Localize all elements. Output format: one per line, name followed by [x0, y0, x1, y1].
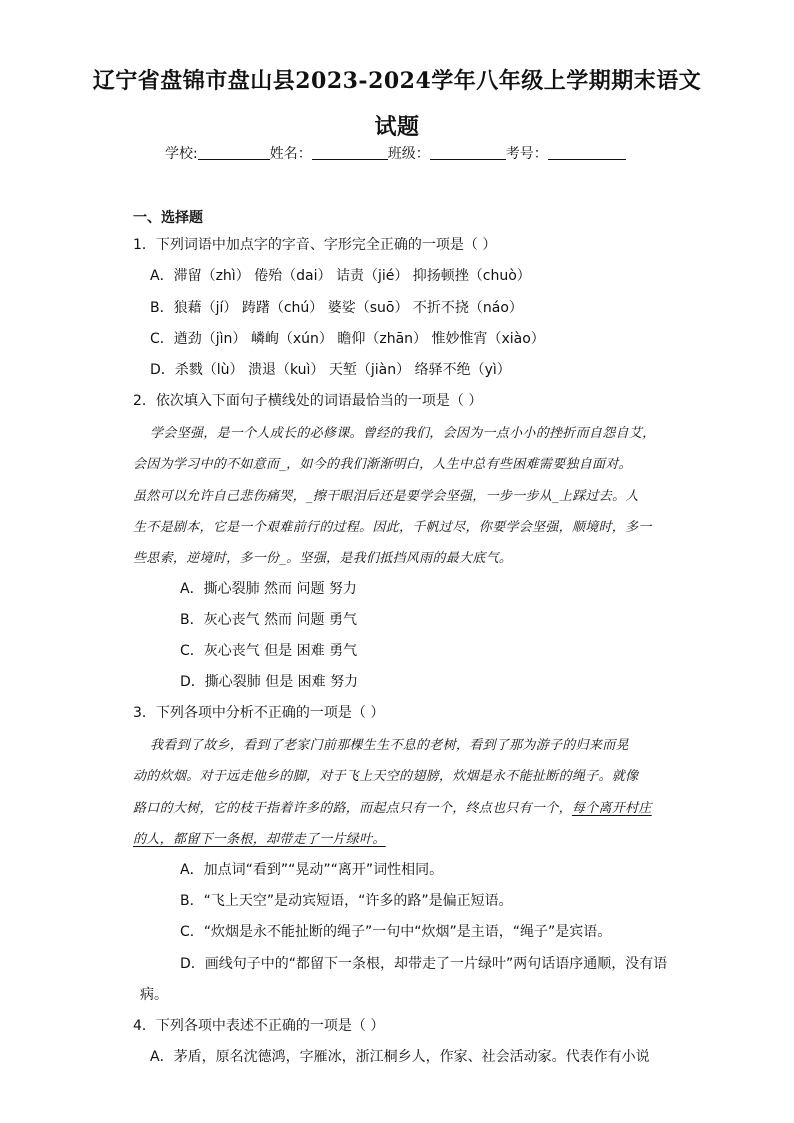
question-3-passage-line: 动的炊烟。对于远走他乡的脚，对于飞上天空的翅膀，炊烟是永不能扯断的绳子。就像	[133, 769, 639, 784]
question-3-option-a: A．加点词“看到”“晃动”“离开”词性相同。	[180, 862, 444, 878]
exam-number-blank	[548, 145, 626, 160]
question-2-passage-line: 虽然可以允许自己悲伤痛哭，_擦干眼泪后还是要学会坚强，一步一步从_上踩过去。人	[133, 489, 639, 504]
question-3-option-c: C．“炊烟是永不能扯断的绳子”一句中“炊烟”是主语，“绳子”是宾语。	[180, 924, 612, 940]
school-blank	[198, 145, 270, 160]
question-1-option-b: B．狼藉（jí） 踌躇（chú） 婆娑（suō） 不折不挠（náo）	[150, 300, 523, 316]
question-2-passage-line: 会因为学习中的不如意而_，如今的我们渐渐明白，人生中总有些困难需要独自面对。	[133, 457, 632, 472]
question-3-option-b: B．“飞上天空”是动宾短语，“许多的路”是偏正短语。	[180, 893, 513, 909]
question-3-stem: 3．下列各项中分析不正确的一项是（ ）	[133, 705, 385, 721]
question-2-stem: 2．依次填入下面句子横线处的词语最恰当的一项是（ ）	[133, 393, 483, 409]
underlined-sentence: 的人，都留下一条根，却带走了一片绿叶。	[133, 832, 386, 847]
question-2-passage-line: 学会坚强，是一个人成长的必修课。曾经的我们，会因为一点小小的挫折而自怨自艾，	[150, 426, 656, 441]
question-4-stem: 4．下列各项中表述不正确的一项是（ ）	[133, 1018, 385, 1034]
question-2-option-b: B．灰心丧气 然而 问题 勇气	[180, 612, 357, 628]
question-1-stem: 1．下列词语中加点字的字音、字形完全正确的一项是（ ）	[133, 237, 497, 253]
question-2-passage-line: 些思索，逆境时，多一份_。坚强，是我们抵挡风雨的最大底气。	[133, 551, 513, 566]
question-2-passage-line: 生不是剧本，它是一个艰难前行的过程。因此，千帆过尽，你要学会坚强，顺境时，多一	[133, 520, 652, 535]
question-2-option-a: A．撕心裂肺 然而 问题 努力	[180, 581, 357, 597]
question-3-option-d: D．画线句子中的“都留下一条根，却带走了一片绿叶”两句话语序通顺，没有语	[180, 956, 668, 972]
question-2-option-c: C．灰心丧气 但是 困难 勇气	[180, 643, 358, 659]
question-4-option-a: A．茅盾，原名沈德鸿，字雁冰，浙江桐乡人，作家、社会活动家。代表作有小说	[150, 1049, 650, 1065]
question-3-option-d-continued: 病。	[140, 987, 168, 1003]
question-3-passage-line	[133, 797, 652, 816]
question-3-passage-line: 我看到了故乡，看到了老家门前那棵生生不息的老树，看到了那为游子的归来而晃	[150, 738, 629, 753]
name-label: 姓名：	[269, 146, 312, 162]
school-label: 学校:	[165, 146, 198, 162]
passage-text: 路口的大树，它的枝干指着许多的路，而起点只有一个，终点也只有一个，	[133, 801, 572, 816]
student-info-line	[165, 143, 626, 163]
question-1-option-d: D．杀戮（lù） 溃退（kuì） 天堑（jiàn） 络驿不绝（yì）	[150, 362, 511, 378]
exam-number-label: 考号：	[505, 146, 548, 162]
class-label: 班级：	[387, 146, 430, 162]
question-2-option-d: D．撕心裂肺 但是 困难 努力	[180, 674, 359, 690]
underlined-sentence: 每个离开村庄	[571, 801, 652, 816]
name-blank	[312, 145, 388, 160]
question-1-option-c: C．遒劲（jìn） 嶙峋（xún） 瞻仰（zhān） 惟妙惟宵（xiào）	[150, 331, 545, 347]
section-heading: 一、选择题	[133, 210, 203, 226]
question-1-option-a: A．滞留（zhì） 倦殆（dai） 诘责（jié） 抑扬顿挫（chuò）	[150, 268, 531, 284]
page-title-continued: 试题	[374, 114, 420, 140]
class-blank	[430, 145, 506, 160]
page-title: 辽宁省盘锦市盘山县2023-2024学年八年级上学期期末语文	[92, 68, 702, 94]
